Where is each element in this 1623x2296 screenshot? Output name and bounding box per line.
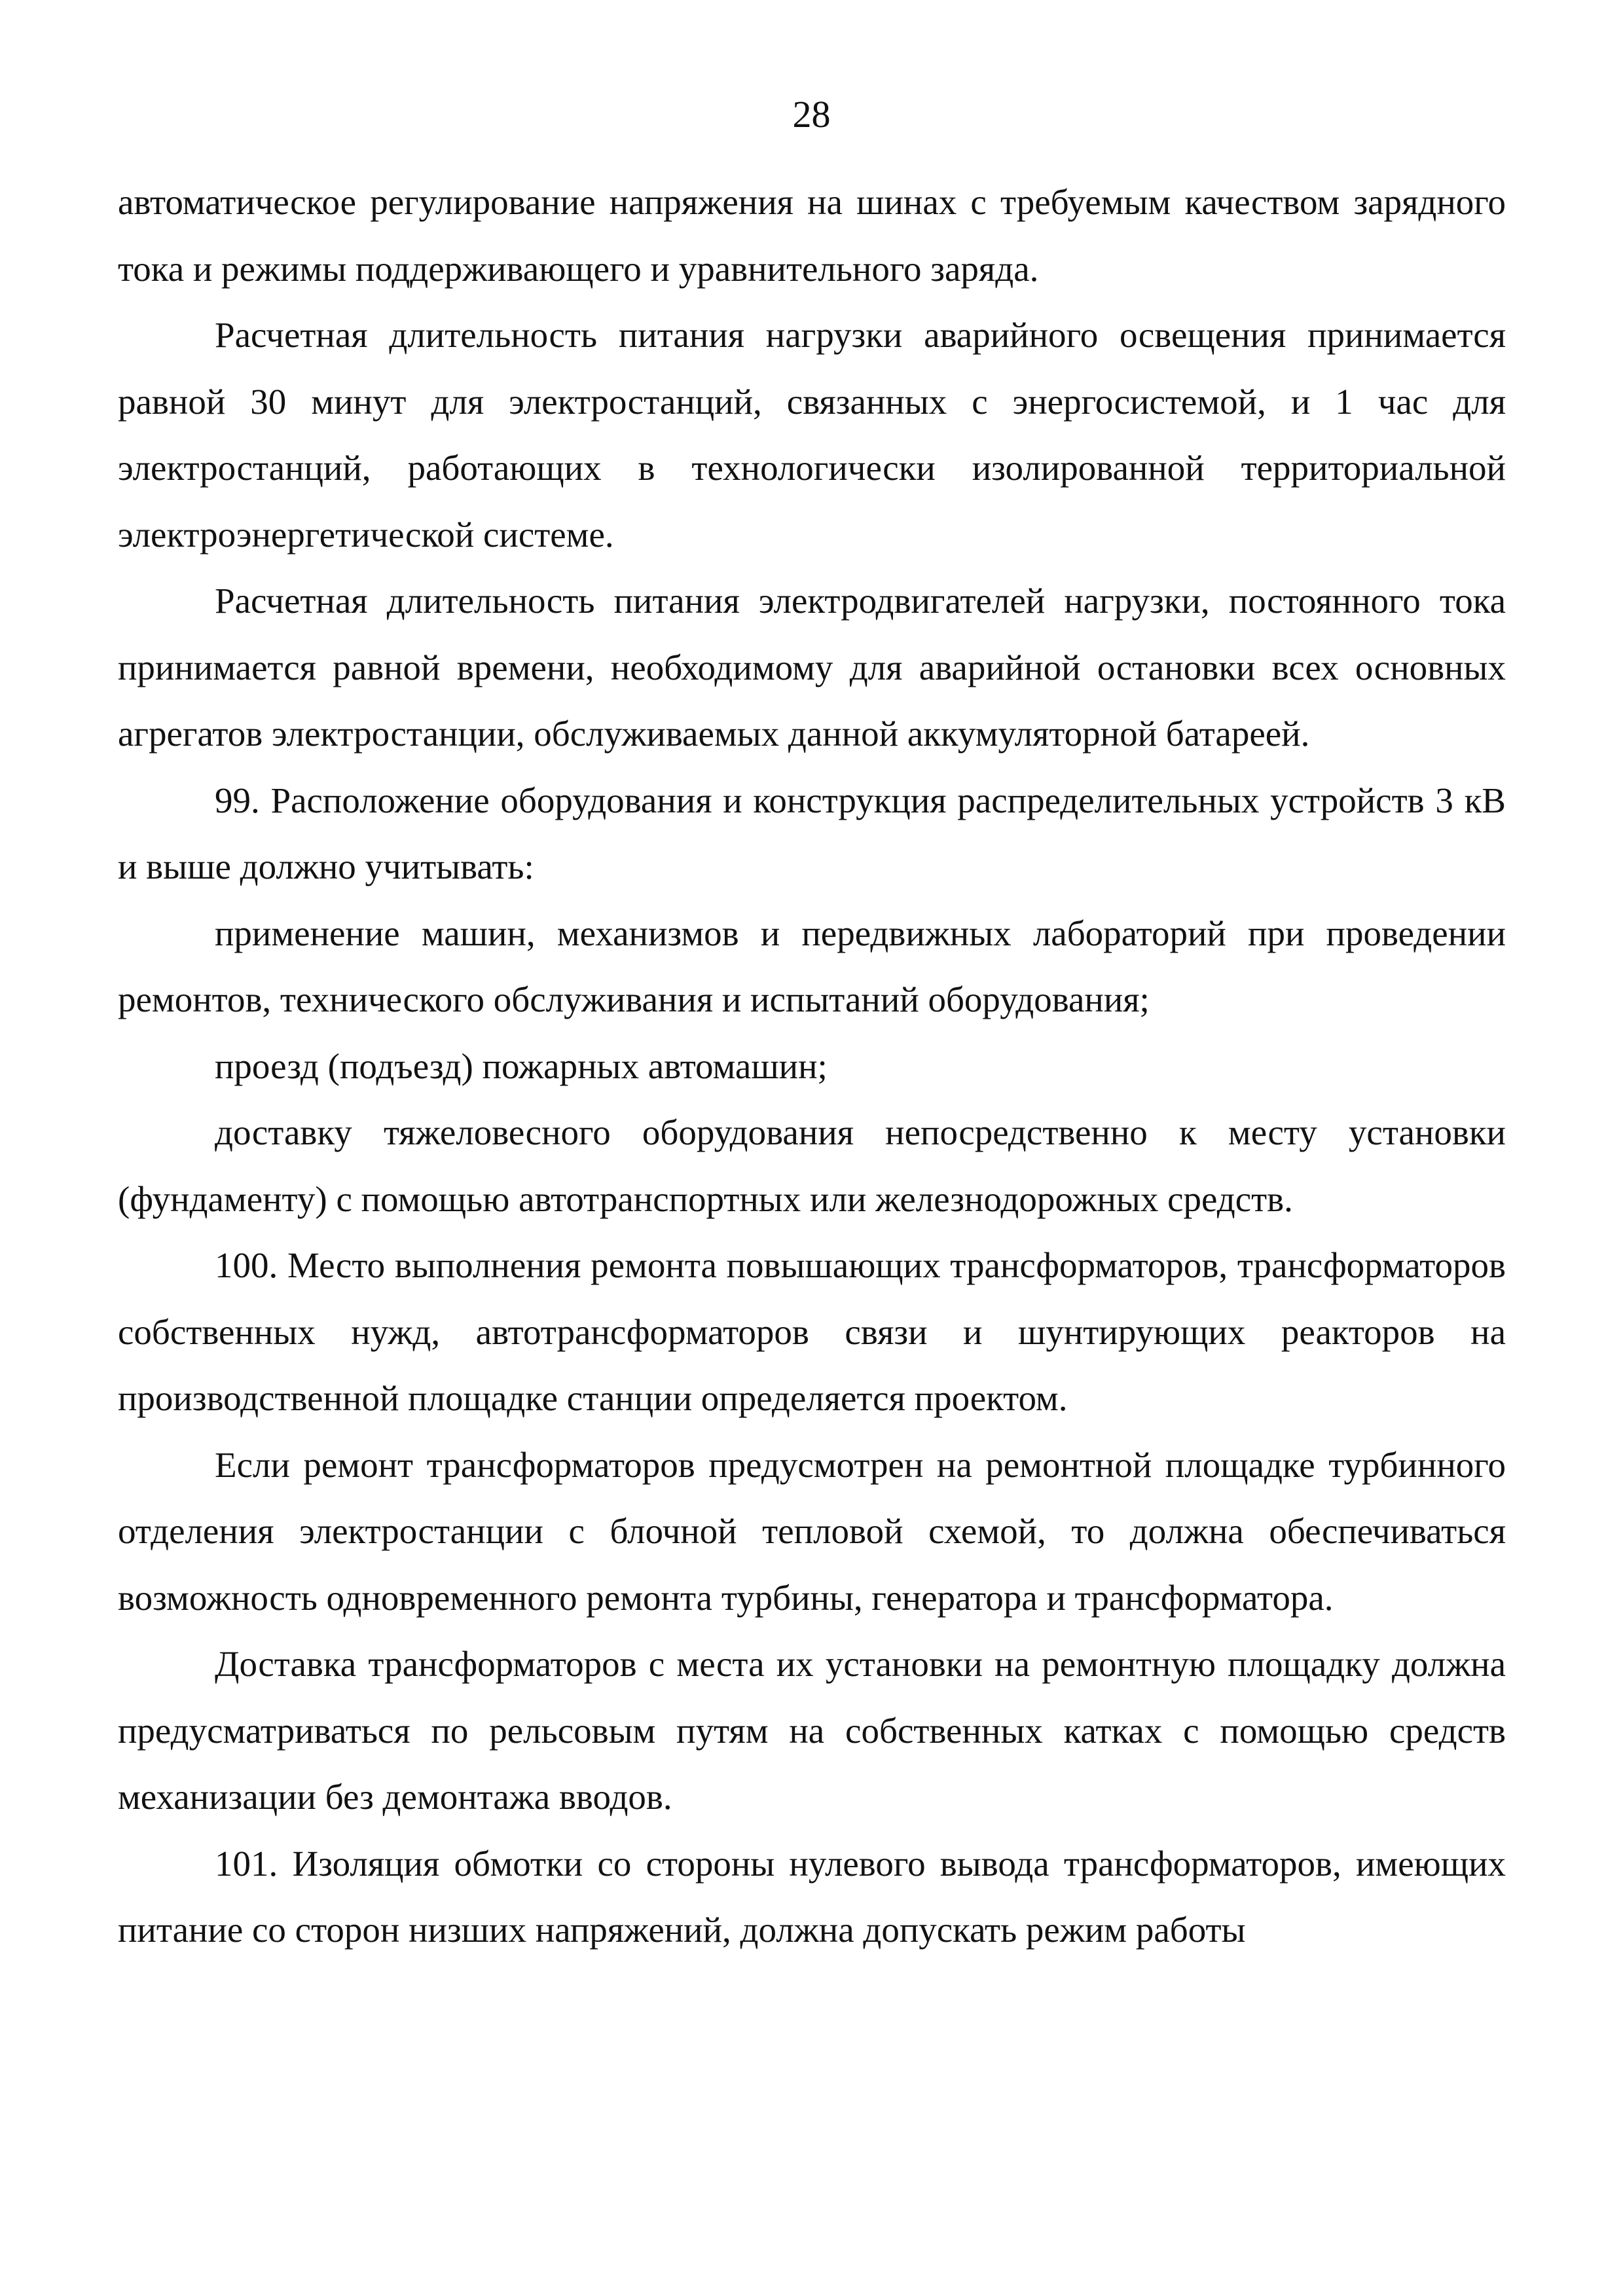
paragraph: Доставка трансформаторов с места их установки на ремонтную площадку должна предусматриваться по рельсовым путям на собственных катках с помощью средств механизации без демонтажа вводов. bbox=[118, 1644, 1506, 1817]
list-item: проезд (подъезд) пожарных автомашин; bbox=[215, 1046, 828, 1086]
document-body bbox=[118, 169, 1506, 1963]
paragraph-numbered-100: 100. Место выполнения ремонта повышающих трансформаторов, трансформаторов собственных нужд, автотрансформаторов связи и шунтирующих реакторов на производственной площадке станции определяется проектом. bbox=[118, 1245, 1506, 1418]
paragraph-numbered-101: 101. Изоляция обмотки со стороны нулевого вывода трансформаторов, имеющих питание со сторон низших напряжений, должна допускать режим работы bbox=[118, 1843, 1506, 1950]
paragraph: Расчетная длительность питания электродвигателей нагрузки, постоянного тока принимается равной времени, необходимому для аварийной остановки всех основных агрегатов электростанции, обслуживаемых данной аккумуляторной батареей. bbox=[118, 581, 1506, 754]
paragraph: Расчетная длительность питания нагрузки аварийного освещения принимается равной 30 минут для электростанций, связанных с энергосистемой, и 1 час для электростанций, работающих в технологически изолированной территориальной электроэнергетической системе. bbox=[118, 315, 1506, 555]
paragraph: автоматическое регулирование напряжения на шинах с требуемым качеством зарядного тока и режимы поддерживающего и уравнительного заряда. bbox=[118, 182, 1506, 289]
page-number: 28 bbox=[792, 93, 831, 136]
paragraph: Если ремонт трансформаторов предусмотрен на ремонтной площадке турбинного отделения электростанции с блочной тепловой схемой, то должна обеспечиваться возможность одновременного ремонта турбины, генератора и трансформатора. bbox=[118, 1444, 1506, 1618]
list-item: доставку тяжеловесного оборудования непосредственно к месту установки (фундаменту) с помощью автотранспортных или железнодорожных средств. bbox=[118, 1112, 1506, 1219]
list-item: применение машин, механизмов и передвижных лабораторий при проведении ремонтов, технического обслуживания и испытаний оборудования; bbox=[118, 913, 1506, 1019]
paragraph-numbered-99: 99. Расположение оборудования и конструкция распределительных устройств 3 кВ и выше должно учитывать: bbox=[118, 780, 1506, 886]
